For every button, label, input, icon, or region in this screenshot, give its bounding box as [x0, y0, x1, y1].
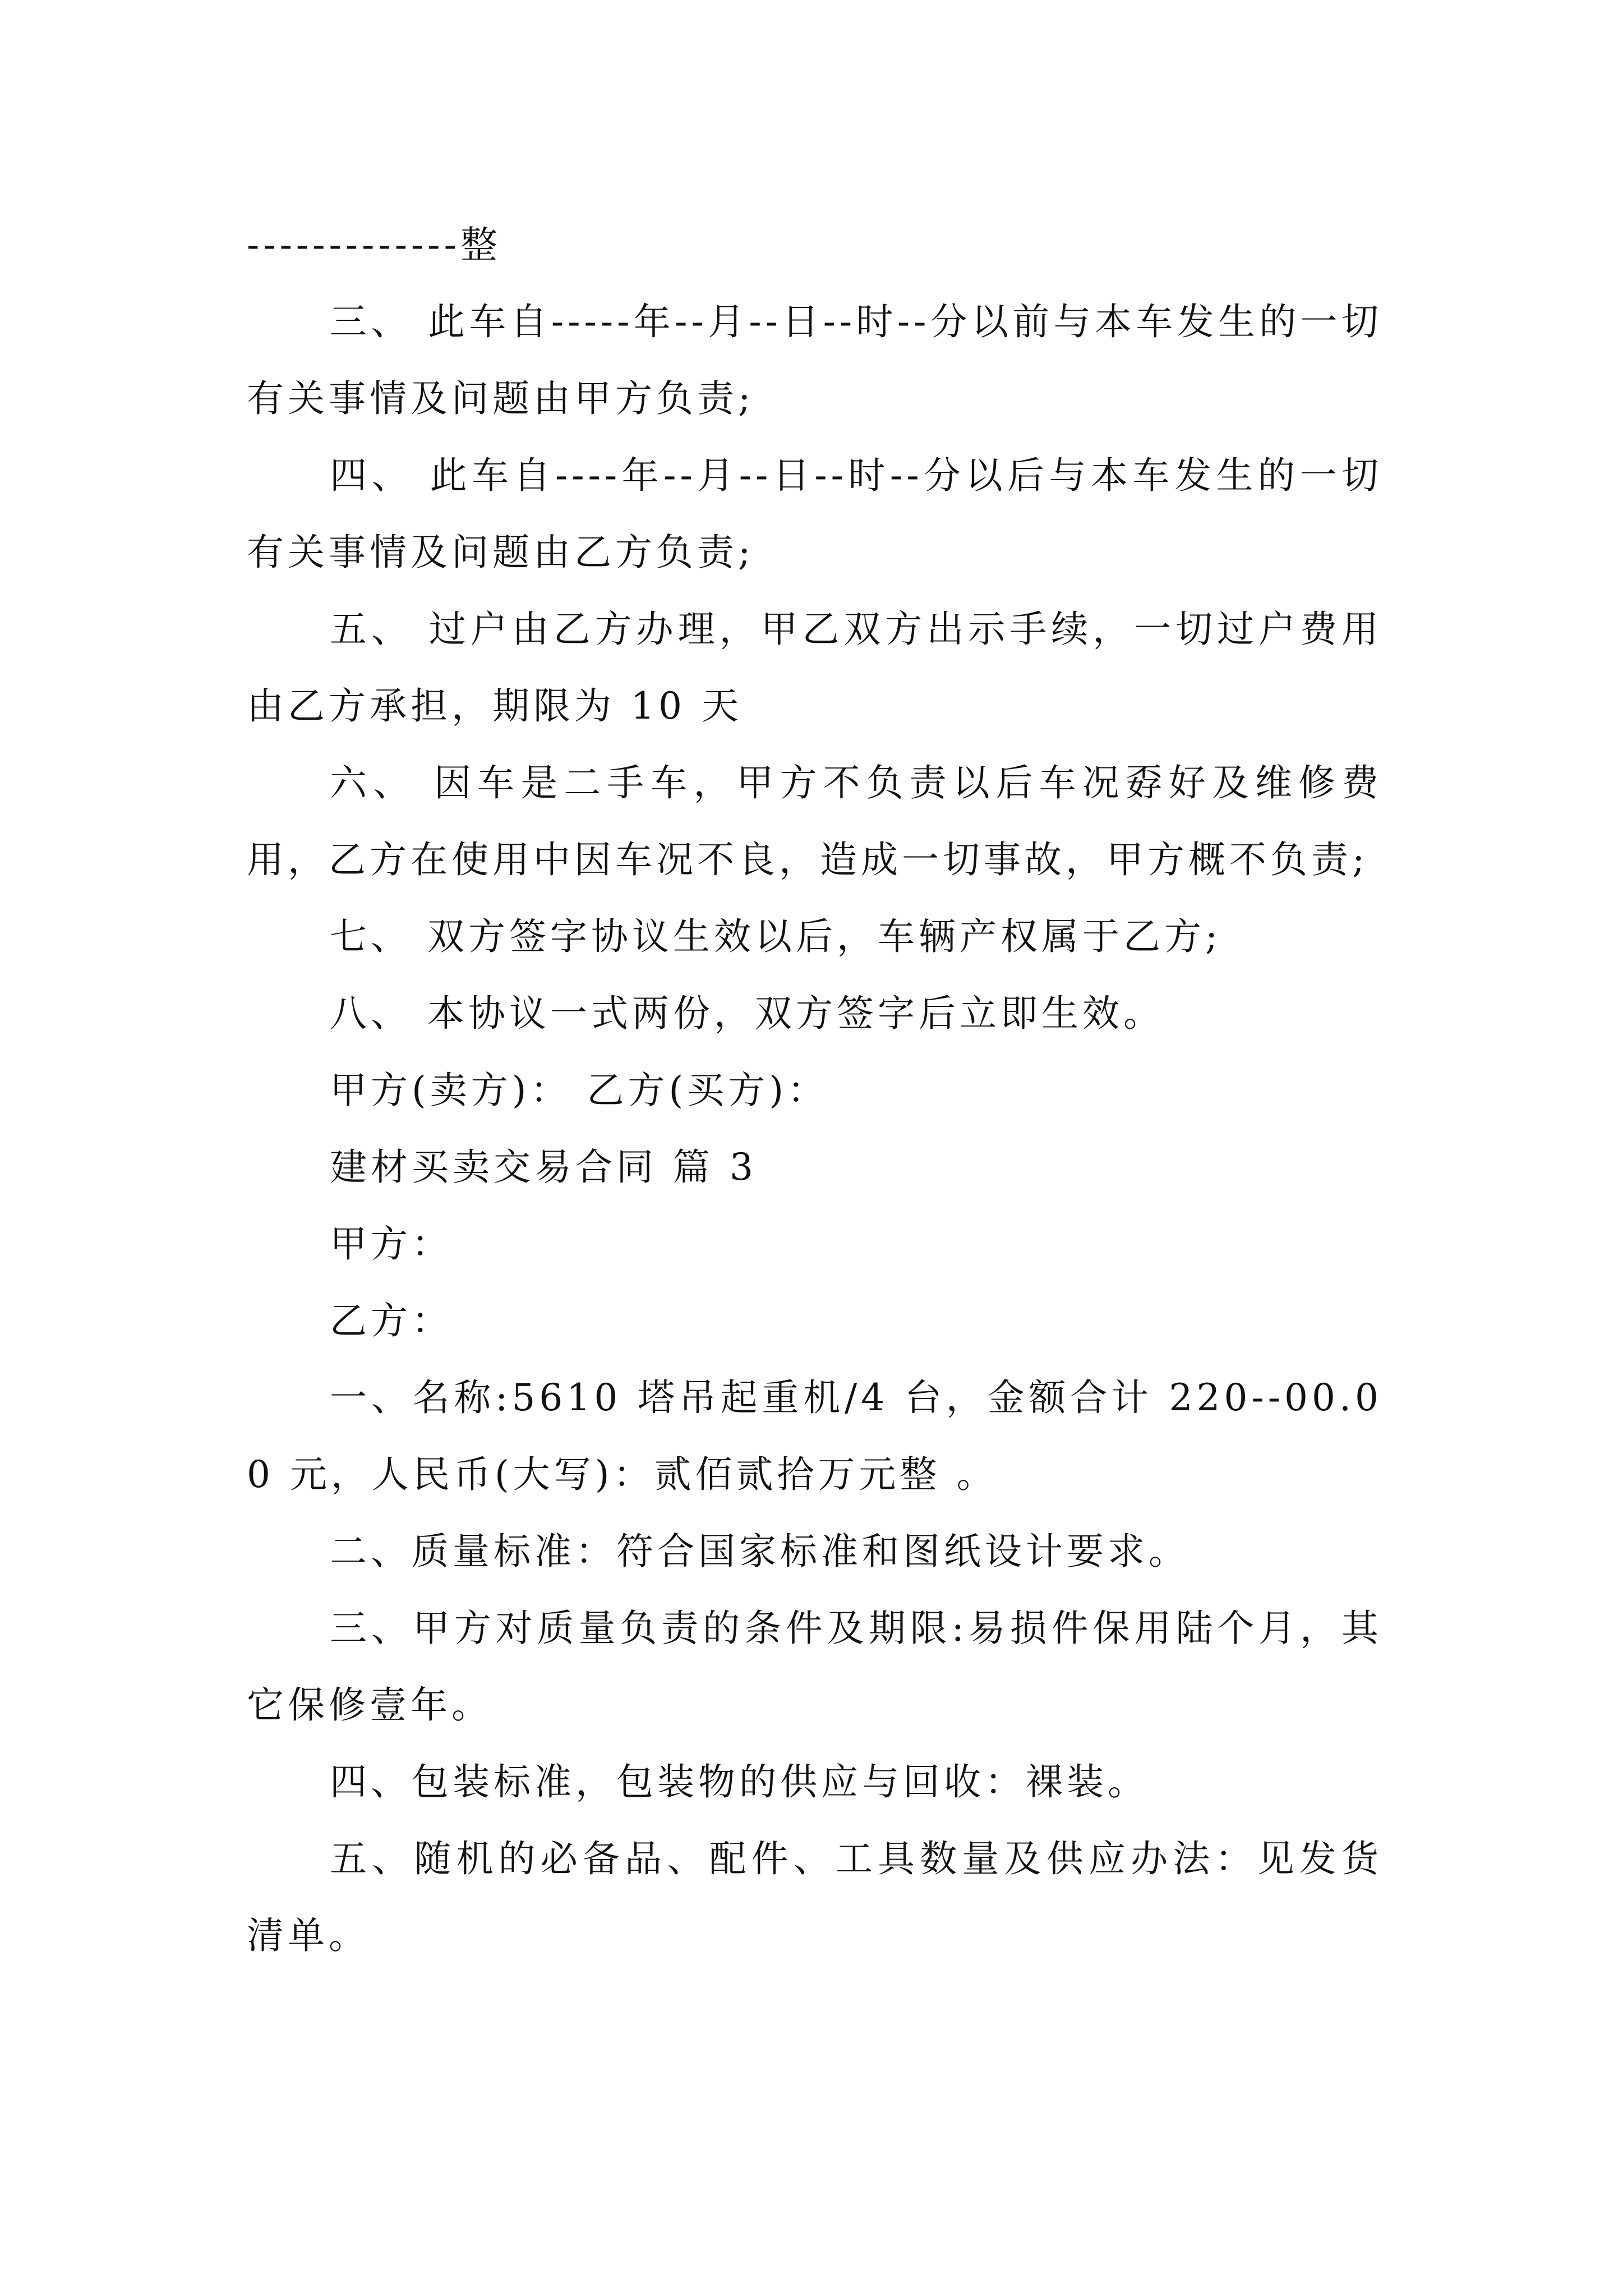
- paragraph-item-2: 二、质量标准：符合国家标准和图纸设计要求。: [330, 1530, 1189, 1573]
- signature-line: 甲方(卖方)： 乙方(买方)：: [330, 1069, 828, 1112]
- party-b-line: 乙方：: [330, 1299, 453, 1342]
- paragraph-clause-8: 八、 本协议一式两份，双方签字后立即生效。: [330, 992, 1164, 1035]
- paragraph-item-1: 一、名称:5610 塔吊起重机/4 台，金额合计 220--00.00 元，人民币(大写)：贰佰贰拾万元整 。: [247, 1376, 1382, 1496]
- paragraph-clause-4: 四、 此车自----年--月--日--时--分以后与本车发生的一切有关事情及问题由乙方负责;: [247, 454, 1382, 574]
- section-heading: 建材买卖交易合同 篇 3: [330, 1145, 757, 1189]
- paragraph-item-4: 四、包装标准，包装物的供应与回收：裸装。: [330, 1760, 1149, 1803]
- paragraph-clause-5: 五、 过户由乙方办理，甲乙双方出示手续，一切过户费用由乙方承担，期限为 10 天: [247, 608, 1382, 728]
- paragraph-item-5: 五、随机的必备品、配件、工具数量及供应办法：见发货清单。: [247, 1837, 1382, 1957]
- paragraph-item-3: 三、甲方对质量负责的条件及期限:易损件保用陆个月，其它保修壹年。: [247, 1607, 1382, 1727]
- paragraph-amount-end: -------------整: [247, 223, 501, 266]
- party-a-line: 甲方：: [330, 1222, 453, 1266]
- paragraph-clause-3: 三、 此车自-----年--月--日--时--分以前与本车发生的一切有关事情及问题由甲方负责;: [247, 300, 1382, 420]
- paragraph-clause-6: 六、 因车是二手车，甲方不负责以后车况孬好及维修费用，乙方在使用中因车况不良，造成一切事故，甲方概不负责;: [247, 761, 1382, 881]
- paragraph-clause-7: 七、 双方签字协议生效以后，车辆产权属于乙方;: [330, 915, 1222, 958]
- document-body: [247, 206, 1382, 1974]
